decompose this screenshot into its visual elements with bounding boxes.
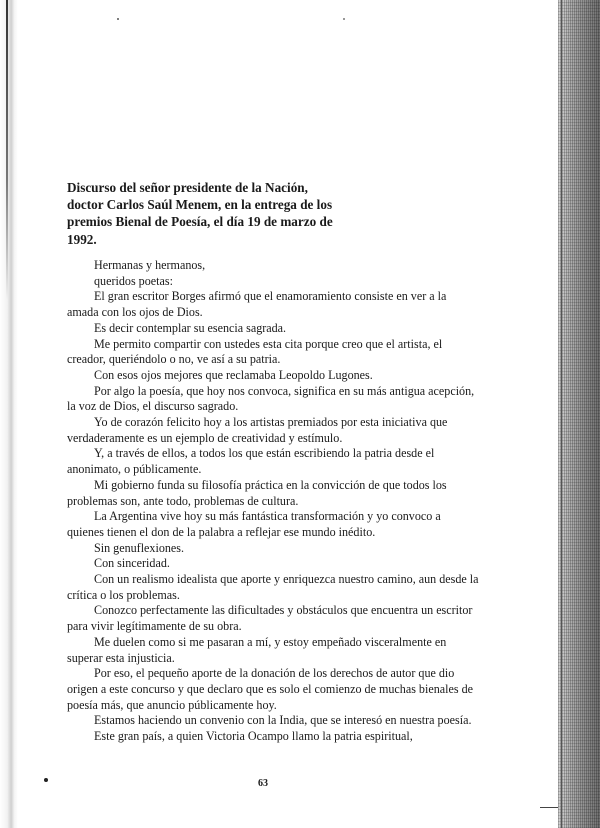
paragraph: Es decir contemplar su esencia sagrada. bbox=[94, 320, 287, 335]
page-number: 63 bbox=[258, 778, 268, 789]
paragraph: Por algo la poesía, que hoy nos convoca, significa en su más antigua acepción, la voz de Dios, el discurso sagrado. bbox=[67, 383, 475, 414]
paragraph: Mi gobierno funda su filosofía práctica en la convicción de que todos los problemas son, ante todo, problemas de cultura. bbox=[67, 477, 447, 508]
heading-line: 1992. bbox=[67, 231, 97, 247]
heading-line: Discurso del señor presidente de la Nación, bbox=[67, 180, 308, 195]
scan-edge-right bbox=[558, 0, 600, 828]
heading-line: premios Bienal de Poesía, el día 19 de marzo de bbox=[67, 214, 333, 230]
paragraph: Con sinceridad. bbox=[94, 556, 170, 571]
speech-body bbox=[67, 258, 479, 745]
paragraph: Con esos ojos mejores que reclamaba Leopoldo Lugones. bbox=[94, 367, 373, 382]
scan-mark bbox=[540, 807, 558, 808]
paragraph: Este gran país, a quien Victoria Ocampo llamo la patria espiritual, bbox=[94, 729, 413, 744]
binding-line bbox=[6, 0, 8, 300]
scan-speck bbox=[44, 778, 48, 782]
paragraph: Estamos haciendo un convenio con la India, que se interesó en nuestra poesía. bbox=[94, 713, 472, 728]
paragraph: Yo de corazón felicito hoy a los artistas premiados por esta iniciativa que verdaderamente es un ejemplo de creatividad y estímulo. bbox=[67, 415, 448, 445]
paragraph: Sin genuflexiones. bbox=[94, 540, 185, 555]
heading-line: doctor Carlos Saúl Menem, en la entrega de los bbox=[67, 197, 333, 213]
paragraph: Me duelen como si me pasaran a mí, y estoy empeñado visceralmente en superar esta injusticia. bbox=[67, 634, 447, 665]
page-edge-line bbox=[561, 0, 562, 828]
paragraph: Y, a través de ellos, a todos los que están escribiendo la patria desde el anonimato, o públicamente. bbox=[67, 446, 435, 477]
paragraph: Con un realismo idealista que aporte y enriquezca nuestro camino, aun desde la crítica o los problemas. bbox=[67, 572, 479, 602]
paragraph: El gran escritor Borges afirmó que el enamoramiento consiste en ver a la amada con los ojos de Dios. bbox=[67, 289, 447, 320]
paragraph: Conozco perfectamente las dificultades y obstáculos que encuentra un escritor para vivir legítimamente de su obra. bbox=[67, 603, 473, 634]
binding-shadow bbox=[0, 0, 18, 828]
scan-speck bbox=[117, 18, 119, 20]
speech-heading bbox=[67, 179, 342, 248]
paragraph: Por eso, el pequeño aporte de la donación de los derechos de autor que dio origen a este concurso y que declaro que es solo el comienzo de muchas bienales de poesía más, que anuncio públicamente hoy. bbox=[67, 666, 473, 712]
paragraph: La Argentina vive hoy su más fantástica transformación y yo convoco a quienes tienen el don de la palabra a reflejar ese mundo inédito. bbox=[67, 509, 441, 539]
scan-speck bbox=[343, 18, 345, 20]
paragraph: Me permito compartir con ustedes esta cita porque creo que el artista, el creador, queriéndolo o no, ve así a su patria. bbox=[67, 336, 443, 367]
paragraph: queridos poetas: bbox=[94, 273, 173, 288]
paragraph: Hermanas y hermanos, bbox=[94, 258, 206, 272]
